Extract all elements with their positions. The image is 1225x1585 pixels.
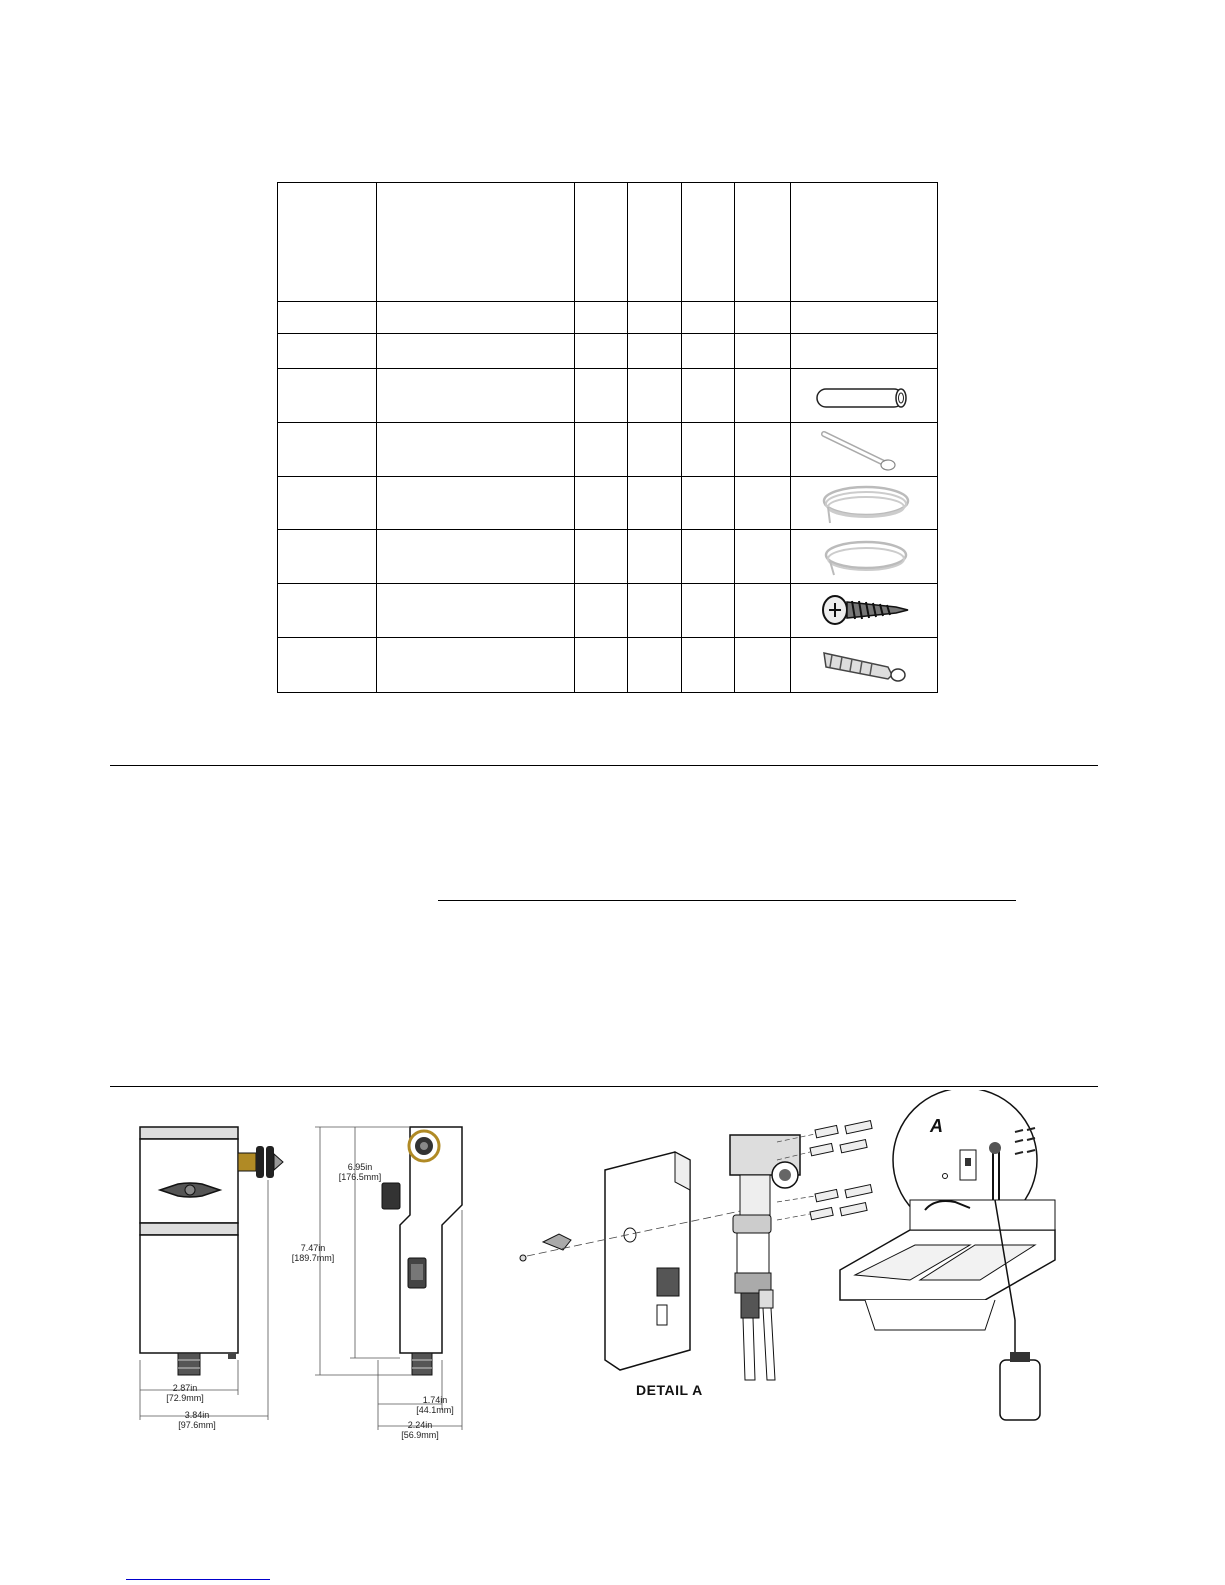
coiled-tubing-icon: [818, 479, 913, 527]
table-col-divider: [627, 183, 628, 692]
underline-rule: [438, 900, 1016, 901]
table-col-divider: [790, 183, 791, 692]
table-row-divider: [278, 333, 937, 334]
detail-a-label: DETAIL A: [636, 1382, 703, 1398]
dim-depth-body: 1.74in [44.1mm]: [416, 1395, 454, 1415]
exploded-installation-drawing: [515, 1090, 1095, 1445]
table-row-divider: [278, 583, 937, 584]
dim-depth-overall: 2.24in [56.9mm]: [401, 1420, 439, 1440]
coiled-tubing-icon: [818, 533, 913, 581]
section-divider: [110, 765, 1098, 766]
wall-anchor-icon: [818, 641, 913, 685]
section-divider: [110, 1086, 1098, 1087]
table-row-divider: [278, 368, 937, 369]
table-col-divider: [681, 183, 682, 692]
dim-width-front: 2.87in [72.9mm]: [166, 1383, 204, 1403]
table-col-divider: [734, 183, 735, 692]
dim-height-overall: 7.47in [189.7mm]: [291, 1243, 335, 1263]
parts-table: [277, 182, 938, 693]
table-row-divider: [278, 637, 937, 638]
dim-height-upper: 6.95in [176.5mm]: [338, 1162, 382, 1182]
dim-width-overall: 3.84in [97.6mm]: [178, 1410, 216, 1430]
tube-icon: [813, 383, 913, 413]
table-row-divider: [278, 422, 937, 423]
table-col-divider: [376, 183, 377, 692]
table-row-divider: [278, 476, 937, 477]
detail-a-callout: A: [930, 1116, 943, 1136]
screw-icon: [818, 588, 913, 632]
rod-icon: [818, 428, 908, 473]
footer-link-underline[interactable]: [126, 1579, 270, 1580]
table-row-divider: [278, 529, 937, 530]
table-row-divider: [278, 301, 937, 302]
table-col-divider: [574, 183, 575, 692]
